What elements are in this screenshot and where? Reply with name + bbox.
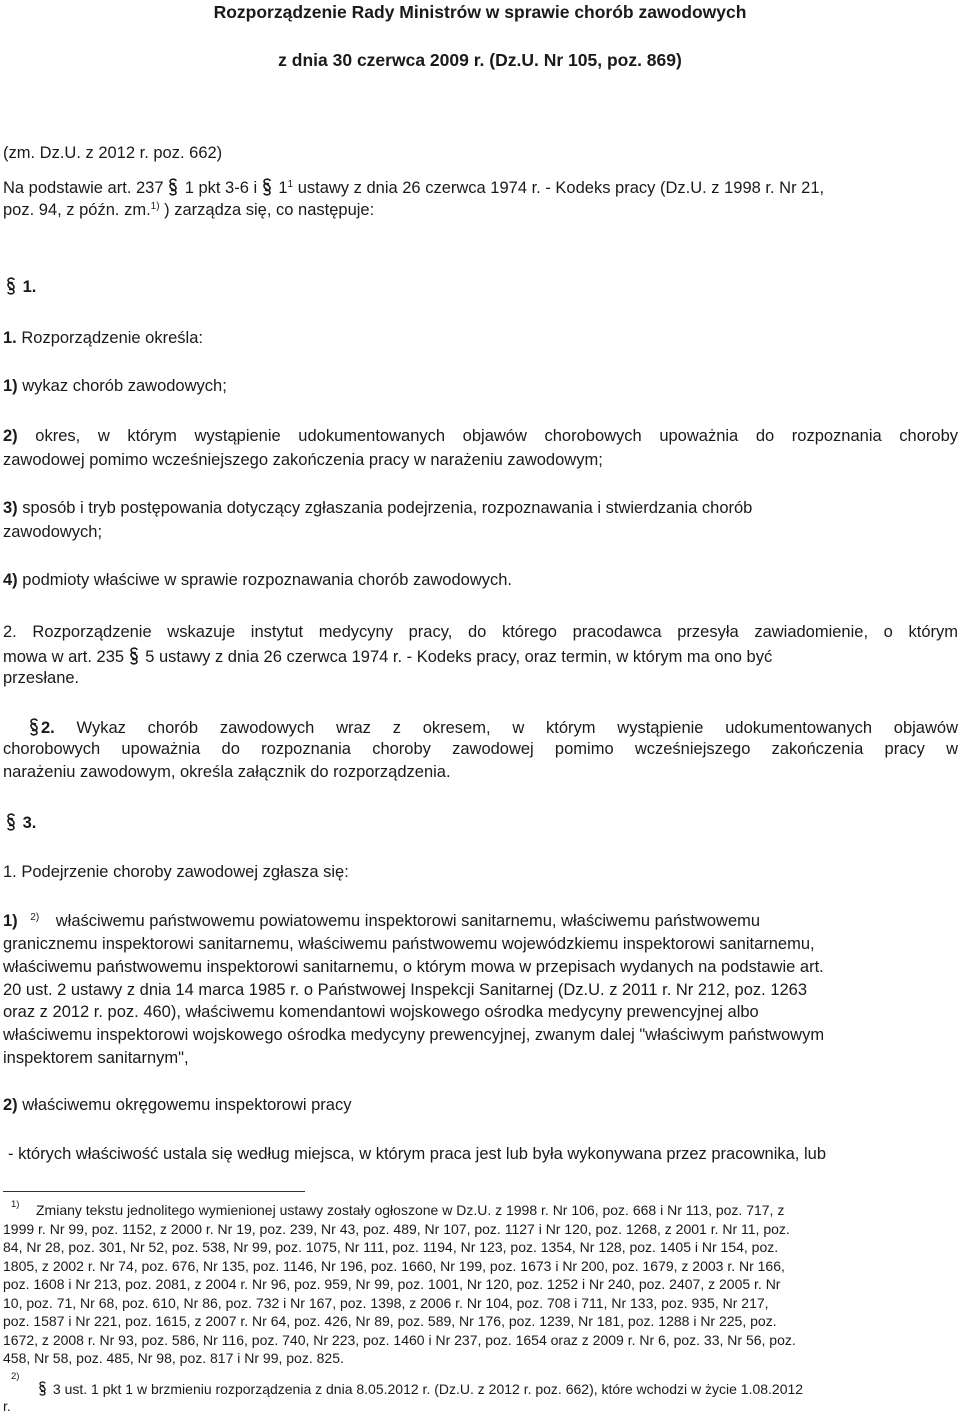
list-item-2-line-2: zawodowej pomimo wcześniejszego zakończenia pracy w narażeniu zawodowym; bbox=[3, 451, 603, 469]
section-1-paragraph-2-line-3: przesłane. bbox=[3, 669, 80, 687]
preamble-line-1: Na podstawie art. 237 1 pkt 3-6 i $1^1$ ustawy z dnia 26 czerwca 1974 r. - Kodeks pracy (Dz.U. z 1998 r. Nr 21, bbox=[3, 179, 825, 197]
footnote-1-line-9: 458, Nr 58, poz. 485, Nr 98, poz. 817 i Nr 99, poz. 825. bbox=[3, 1350, 344, 1366]
section-3-heading: 3. bbox=[6, 813, 36, 832]
section-sign-icon bbox=[129, 647, 139, 665]
section-3-tail: - których właściwość ustala się według miejsca, w którym praca jest lub była wykonywana przez pracownika, lub bbox=[8, 1145, 826, 1163]
section-sign-icon bbox=[6, 813, 16, 831]
section-3-item-1-line-5: oraz z 2012 r. poz. 460), właściwemu komendantowi wojskowego ośrodka medycyny prewencyjnej albo bbox=[3, 1003, 759, 1021]
footnote-ref-2[interactable]: 2) bbox=[30, 912, 40, 923]
footnote-1-line-5: poz. 1608 i Nr 213, poz. 2081, z 2004 r. Nr 96, poz. 959, Nr 99, poz. 1001, Nr 120, poz. 1252 i Nr 240, poz. 2407, z 2005 r. Nr bbox=[3, 1276, 781, 1292]
footnote-1-line-8: 1672, z 2008 r. Nr 93, poz. 586, Nr 116, poz. 740, Nr 223, poz. 1460 i Nr 237, poz. 1654 oraz z 2009 r. Nr 6, poz. 33, Nr 56, poz. bbox=[3, 1332, 796, 1348]
footnote-ref-1[interactable]: 1) bbox=[150, 201, 160, 212]
list-item-2-line-1: 2) okres, w którym wystąpienie udokumentowanych objawów chorobowych upoważnia do rozpoznania choroby bbox=[3, 427, 958, 445]
footnote-1-line-1: 1) Zmiany tekstu jednolitego wymienionej ustawy zostały ogłoszone w Dz.U. z 1998 r. Nr 106, poz. 668 i Nr 113, poz. 717, z bbox=[11, 1199, 785, 1218]
footnote-1-line-4: 1805, z 2002 r. Nr 74, poz. 676, Nr 135, poz. 1146, Nr 196, poz. 1660, Nr 199, poz. 1673 i Nr 200, poz. 1679, z 2003 r. Nr 166, bbox=[3, 1258, 785, 1274]
section-3-paragraph-1: 1. Podejrzenie choroby zawodowej zgłasza się: bbox=[3, 863, 349, 881]
list-item-1: 1) wykaz chorób zawodowych; bbox=[3, 377, 227, 395]
list-item-4: 4) podmioty właściwe w sprawie rozpoznawania chorób zawodowych. bbox=[3, 571, 512, 589]
list-item-3-line-2: zawodowych; bbox=[3, 523, 103, 541]
section-2-line-3: narażeniu zawodowym, określa załącznik do rozporządzenia. bbox=[3, 763, 451, 781]
preamble-line-2: poz. 94, z późn. zm.$^{1)}$ ) zarządza się, co następuje: bbox=[3, 201, 375, 219]
section-3-item-1-line-4: 20 ust. 2 ustawy z dnia 14 marca 1985 r. o Państwowej Inspekcji Sanitarnej (Dz.U. z 2011 r. Nr 212, poz. 1263 bbox=[3, 981, 808, 999]
footnote-1-line-7: poz. 1587 i Nr 221, poz. 1615, z 2007 r. Nr 64, poz. 426, Nr 89, poz. 589, Nr 176, poz. 1239, Nr 181, poz. 1288 i Nr 225, poz. bbox=[3, 1313, 777, 1329]
section-1-paragraph-2-line-1: 2. Rozporządzenie wskazuje instytut medycyny pracy, do którego pracodawca przesyła zawiadomienie, o którym bbox=[3, 623, 958, 641]
section-sign-icon bbox=[168, 178, 178, 196]
document-subtitle: z dnia 30 czerwca 2009 r. (Dz.U. Nr 105, poz. 869) bbox=[278, 50, 682, 70]
section-2-heading: 2. bbox=[41, 719, 55, 737]
footnote-2-line-2: r. bbox=[3, 1398, 11, 1414]
footnote-2-line-1: 2) 3 ust. 1 pkt 1 w brzmieniu rozporządzenia z dnia 8.05.2012 r. (Dz.U. z 2012 r. poz. 662), które wchodzi w życie 1.08.2012 bbox=[11, 1371, 804, 1397]
section-sign-icon bbox=[262, 178, 272, 196]
footnote-1-line-2: 1999 r. Nr 99, poz. 1152, z 2000 r. Nr 19, poz. 239, Nr 43, poz. 489, Nr 107, poz. 1127 i Nr 120, poz. 1268, z 2001 r. Nr 11, poz. bbox=[3, 1221, 790, 1237]
section-sign-icon bbox=[29, 718, 39, 736]
section-1-paragraph-2-line-2: mowa w art. 235 5 ustawy z dnia 26 czerwca 1974 r. - Kodeks pracy, oraz termin, w którym ma ono być bbox=[3, 648, 773, 666]
section-1-heading: 1. bbox=[6, 277, 36, 296]
footnote-2-mark: 2) bbox=[11, 1371, 20, 1382]
footnote-separator bbox=[3, 1191, 305, 1192]
section-sign-icon bbox=[38, 1381, 47, 1396]
footnote-1-line-6: 10, poz. 71, Nr 68, poz. 610, Nr 86, poz. 732 i Nr 167, poz. 1398, z 2006 r. Nr 104, poz. 708 i 711, Nr 133, poz. 935, Nr 217, bbox=[3, 1295, 769, 1311]
section-3-item-1-line-2: granicznemu inspektorowi sanitarnemu, właściwemu państwowemu wojewódzkiemu inspektorowi sanitarnemu, bbox=[3, 935, 815, 953]
footnote-1-line-3: 84, Nr 28, poz. 301, Nr 52, poz. 538, Nr 99, poz. 1075, Nr 111, poz. 1194, Nr 123, poz. 1354, Nr 128, poz. 1405 i Nr 154, poz. bbox=[3, 1239, 779, 1255]
list-item-3-line-1: 3) sposób i tryb postępowania dotyczący zgłaszania podejrzenia, rozpoznawania i stwierdzania chorób bbox=[3, 499, 753, 517]
section-2-line-1: 2. Wykaz chorób zawodowych wraz z okresem, w którym wystąpienie udokumentowanych objawów bbox=[3, 718, 958, 737]
section-sign-icon bbox=[6, 277, 16, 295]
section-1-paragraph-1: 1. Rozporządzenie określa: bbox=[3, 329, 203, 347]
footnote-1-mark: 1) bbox=[11, 1199, 20, 1210]
amendments-note: (zm. Dz.U. z 2012 r. poz. 662) bbox=[3, 144, 223, 162]
section-3-item-2: 2) właściwemu okręgowemu inspektorowi pracy bbox=[3, 1096, 352, 1114]
section-2-line-2: chorobowych upoważnia do rozpoznania choroby zawodowej pomimo wcześniejszego zakończenia pracy w bbox=[3, 740, 958, 758]
document-title: Rozporządzenie Rady Ministrów w sprawie chorób zawodowych bbox=[213, 2, 747, 22]
section-3-item-1-line-1: 1) $^{2)}$ właściwemu państwowemu powiatowemu inspektorowi sanitarnemu, właściwemu państwowemu bbox=[3, 912, 761, 930]
section-3-item-1-line-3: właściwemu państwowemu inspektorowi sanitarnemu, o którym mowa w przepisach wydanych na podstawie art. bbox=[3, 958, 824, 976]
section-3-item-1-line-6: właściwemu inspektorowi wojskowego ośrodka medycyny prewencyjnej, zwanym dalej "właściwym państwowym bbox=[3, 1026, 825, 1044]
section-3-item-1-line-7: inspektorem sanitarnym", bbox=[3, 1049, 189, 1067]
